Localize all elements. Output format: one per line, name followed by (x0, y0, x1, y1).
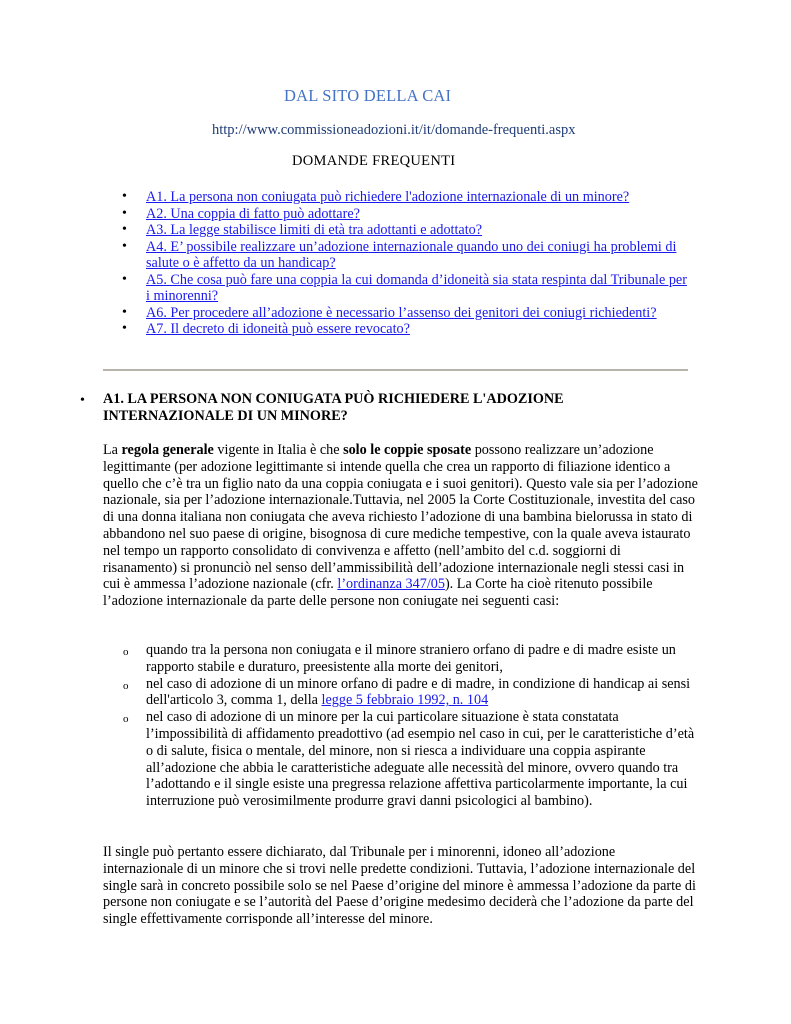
link-ordinanza[interactable]: l’ordinanza 347/05 (337, 576, 445, 593)
faq-link-a7[interactable]: A7. Il decreto di idoneità può essere revocato? (146, 321, 410, 337)
case-item-3: o nel caso di adozione di un minore per la cui particolare situazione è stata constatata l’impossibilità di affidamento preadottivo (ad esempio nel caso in cui, per le caratteristiche d’età o di salute, fisica o mentale, del minore, non si riesca a individuare una coppia aspirante all’adozione che abbia le caratteristiche adeguate alle necessità del minore, ovvero quando tra l’adottando e il single esiste una pregressa relazione affettiva particolarmente importante, la cui interruzione può verosimilmente produrre gravi danni psicologici al bambino). (103, 709, 698, 810)
faq-link-a6[interactable]: A6. Per procedere all’adozione è necessario l’assenso dei genitori dei coniugi richiedenti? (146, 304, 657, 321)
text-run: La (103, 442, 122, 458)
faq-link-a4[interactable]: A4. E’ possibile realizzare un’adozione internazionale quando uno dei coniugi ha problemi di salute o è affetto da un handicap? (146, 238, 677, 271)
faq-list-item (118, 321, 688, 338)
text-run: possono realizzare un’adozione legittimante (per adozione legittimante si intende quella che crea un rapporto di filiazione identico a quello che c’è tra un figlio nato da una coppia coniugata e i suoi genitori). Questo vale sia per l’adozione nazionale, sia per l’adozione internazionale.Tuttavia, nel 2005 la Corte Costituzionale, investita del caso di una donna italiana non coniugata che aveva richiesto l’adozione di una bambina bielorussa in stato di abbandono nel suo paese di origine, bisognosa di cure mediche tempestive, con la quale aveva istaurato nel tempo un rapporto consolidato di convivenza e affetto (nell’ambito del c.d. soggiorni di risanamento) si pronunciò nel senso dell’ammissibilità dell’adozione internazionale negli stessi casi in cui è ammessa l’adozione nazionale (cfr. (103, 442, 698, 593)
faq-list-item (118, 206, 688, 223)
faq-link-a3[interactable]: A3. La legge stabilisce limiti di età tra adottanti e adottato? (146, 222, 483, 238)
bold-regola-generale: regola generale (121, 442, 214, 458)
link-legge-104[interactable]: legge 5 febbraio 1992, n. 104 (321, 692, 489, 709)
section-bullet: • (80, 393, 85, 408)
page-title: DAL SITO DELLA CAI (284, 86, 452, 105)
faq-list-item (118, 305, 688, 322)
text-run: ). La Corte ha cioè ritenuto possibile l’adozione internazionale da parte delle persone non coniugate nei seguenti casi: (103, 576, 653, 610)
faq-link-list (118, 189, 688, 338)
faq-list-item (118, 272, 688, 305)
paragraph-general-rule (103, 442, 698, 610)
text-run: nel caso di adozione di un minore orfano di padre e di madre, in condizione di handicap ai sensi dell'articolo 3, comma 1, della (146, 675, 691, 709)
case-item-1: o quando tra la persona non coniugata e il minore straniero orfano di padre e di madre esiste un rapporto stabile e duraturo, preesistente alla morte dei genitori, (103, 642, 698, 676)
faq-heading: DOMANDE FREQUENTI (292, 153, 456, 169)
faq-link-a1[interactable]: A1. La persona non coniugata può richiedere l'adozione internazionale di un minore? (146, 189, 630, 205)
faq-link-a5[interactable]: A5. Che cosa può fare una coppia la cui domanda d’idoneità sia stata respinta dal Tribunale per i minorenni? (146, 271, 687, 304)
faq-list-item (118, 222, 688, 239)
faq-list-item (118, 189, 688, 206)
horizontal-divider (103, 369, 688, 371)
case-item-2 (103, 676, 698, 710)
faq-list-item (118, 239, 688, 272)
source-url: http://www.commissioneadozioni.it/it/domande-frequenti.aspx (212, 122, 576, 138)
bold-solo-coppie-sposate: solo le coppie sposate (343, 442, 472, 458)
text-run: vigente in Italia è che (213, 442, 344, 458)
section-heading-a1: A1. LA PERSONA NON CONIUGATA PUÒ RICHIEDERE L'ADOZIONE INTERNAZIONALE DI UN MINORE? (103, 391, 564, 424)
paragraph-single-adoption: Il single può pertanto essere dichiarato, dal Tribunale per i minorenni, idoneo all’adozione internazionale di un minore che si trovi nelle predette condizioni. Tuttavia, l’adozione internazionale del single sarà in concreto possibile solo se nel Paese d’origine del minore è ammessa l’adozione da parte di persone non coniugate e se l’autorità del Paese d’origine medesimo deciderà che l’adozione da parte del single effettivamente corrisponde all’interesse del minore. (103, 844, 696, 928)
faq-link-a2[interactable]: A2. Una coppia di fatto può adottare? (146, 205, 360, 222)
cases-list (103, 642, 698, 810)
